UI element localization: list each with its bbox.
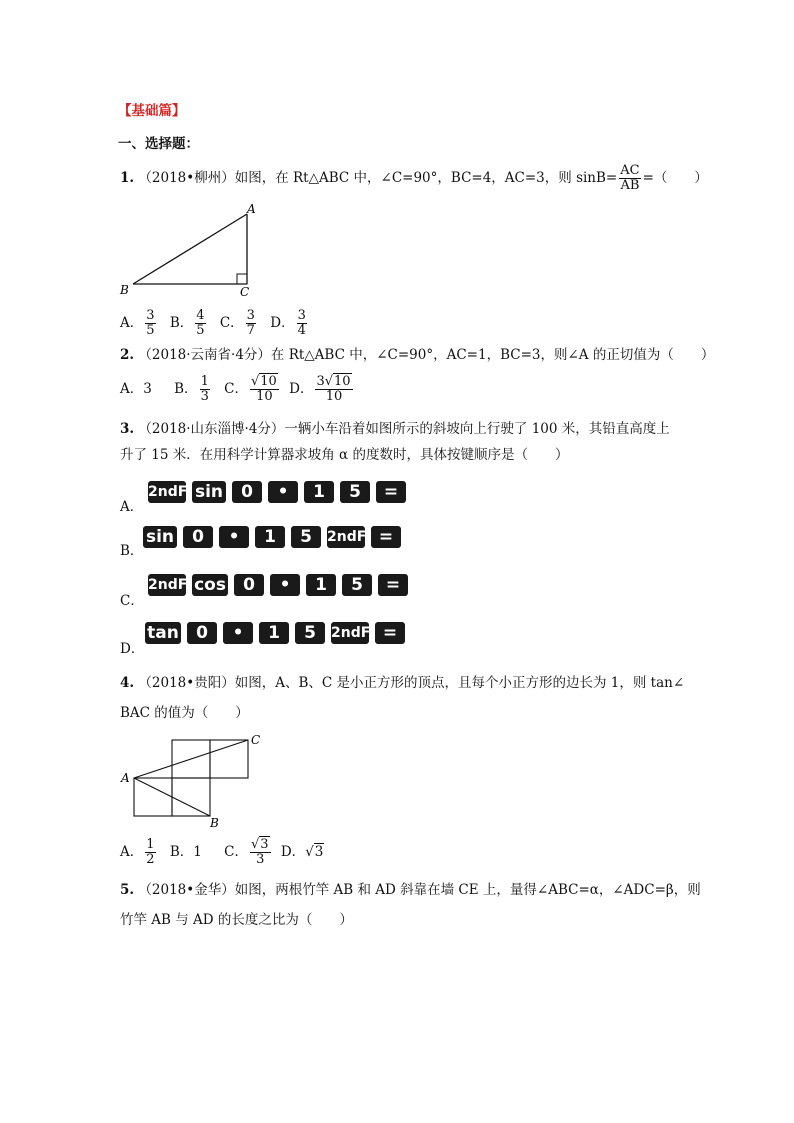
question-tail: =（ ） [642, 170, 708, 186]
section-title: 【基础篇】 [118, 103, 186, 119]
key-1: 1 [255, 526, 285, 548]
key-2ndf: 2ndF [331, 622, 369, 644]
question-text: （2018•柳州）如图，在 Rt△ABC 中，∠C=90°，BC=4，AC=3，则 sinB= [138, 170, 618, 186]
key-1: 1 [259, 622, 289, 644]
question-number: 1. [120, 170, 135, 186]
key-dot: • [270, 574, 300, 596]
question-3: 3. （2018·山东淄博·4分）一辆小车沿着如图所示的斜坡向上行驶了 100 米，其铅直高度上 [120, 421, 670, 437]
q3-option-c-keys [148, 574, 414, 596]
label-a: A [121, 771, 130, 785]
key-0: 0 [183, 526, 213, 548]
key-5: 5 [342, 574, 372, 596]
key-0: 0 [234, 574, 264, 596]
label-c: C [251, 733, 261, 747]
key-5: 5 [340, 481, 370, 503]
key-dot: • [268, 481, 298, 503]
key-1: 1 [306, 574, 336, 596]
key-dot: • [223, 622, 253, 644]
key-dot: • [219, 526, 249, 548]
key-sin: sin [192, 481, 226, 503]
key-equals: = [371, 526, 401, 548]
q2-options: A．3 B． $\frac{1}{3}$ C． $\frac{√10}{10}$ D． $\frac{3√10}{10}$ [120, 374, 351, 404]
key-2ndf: 2ndF [148, 481, 186, 503]
key-5: 5 [291, 526, 321, 548]
key-0: 0 [232, 481, 262, 503]
label-c: C [240, 285, 250, 299]
question-2: 2. （2018·云南省·4分）在 Rt△ABC 中，∠C=90°，AC=1，BC=3，则∠A 的正切值为（ ） [120, 347, 715, 363]
q3-option-d-keys [145, 622, 411, 644]
key-5: 5 [295, 622, 325, 644]
key-2ndf: 2ndF [148, 574, 186, 596]
label-a: A [247, 202, 256, 216]
key-0: 0 [187, 622, 217, 644]
key-2ndf: 2ndF [327, 526, 365, 548]
key-cos: cos [192, 574, 228, 596]
q1-options: A． $\frac{3}{5}$ B． $\frac{4}{5}$ C． $\frac{3}{7}$ D． $\frac{3}{4}$ [120, 308, 306, 338]
key-1: 1 [304, 481, 334, 503]
key-equals: = [375, 622, 405, 644]
q3-option-d-letter: D． [120, 641, 145, 657]
right-angle-mark [237, 274, 247, 284]
q3-option-a-letter: A． [120, 499, 144, 515]
triangle-figure [115, 200, 265, 300]
grid-figure [115, 730, 275, 830]
segment-ac [134, 740, 248, 778]
question-1 [120, 164, 708, 193]
key-equals: = [376, 481, 406, 503]
option-c-fraction: $\frac{3}{7}$ [246, 308, 255, 338]
label-b: B [210, 816, 219, 830]
option-a-fraction: $\frac{3}{5}$ [146, 308, 155, 338]
fraction: $\frac{AC}{AB}$ [620, 163, 640, 193]
hypotenuse-ab [133, 214, 247, 284]
q3-option-c-letter: C． [120, 593, 144, 609]
question-4-line2: BAC 的值为（ ） [120, 705, 249, 721]
question-5: 5. （2018•金华）如图，两根竹竿 AB 和 AD 斜靠在墙 CE 上，量得∠ABC=α，∠ADC=β，则 [120, 882, 701, 898]
q3-option-a-keys [148, 481, 412, 503]
label-b: B [120, 283, 129, 297]
q4-options: A． $\frac{1}{2}$ B．1 C． $\frac{√3}{3}$ D．√3 [120, 837, 324, 867]
question-4: 4. （2018•贵阳）如图，A、B、C 是小正方形的顶点，且每个小正方形的边长为 1，则 tan∠ [120, 675, 685, 691]
question-3-line2: 升了 15 米．在用科学计算器求坡角 α 的度数时，具体按键顺序是（ ） [120, 447, 569, 463]
q3-option-b-letter: B． [120, 543, 144, 559]
question-5-line2: 竹竿 AB 与 AD 的长度之比为（ ） [120, 912, 353, 928]
option-d-fraction: $\frac{3}{4}$ [297, 308, 306, 338]
key-equals: = [378, 574, 408, 596]
part-title: 一、选择题： [118, 136, 199, 152]
key-tan: tan [145, 622, 181, 644]
option-b-fraction: $\frac{4}{5}$ [196, 308, 205, 338]
key-sin: sin [143, 526, 177, 548]
q3-option-b-keys [143, 526, 407, 548]
